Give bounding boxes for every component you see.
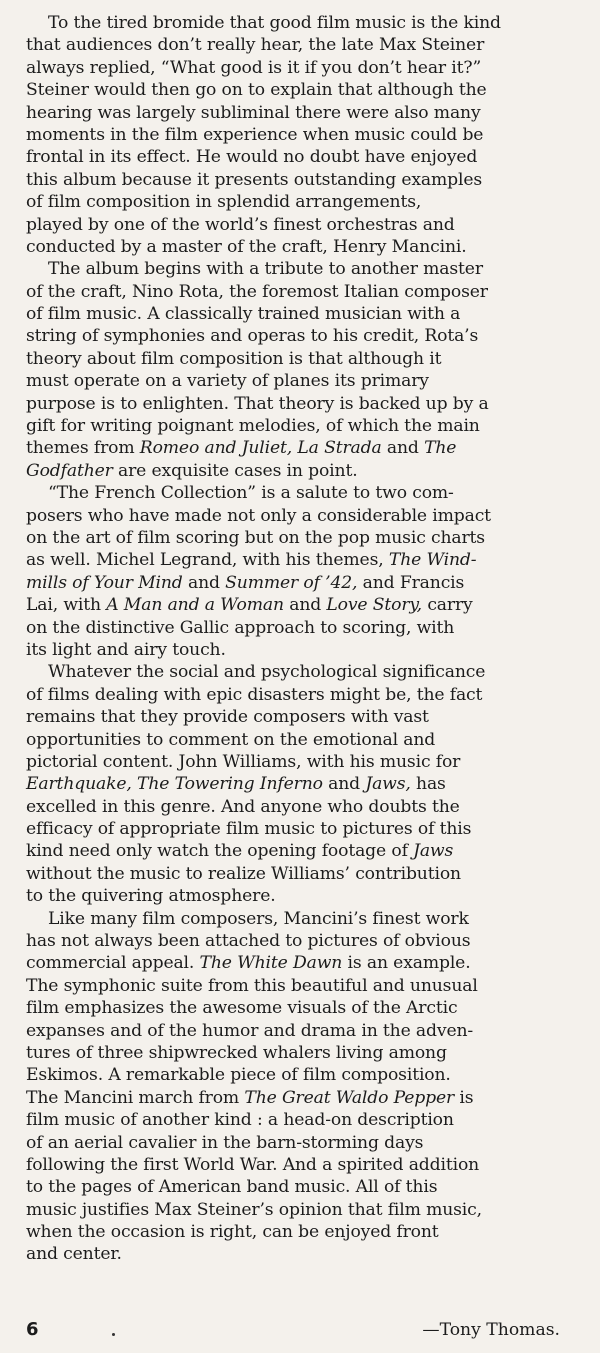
body-text: kind need only watch the opening footage of	[26, 841, 414, 862]
body-text: of film composition in splendid arrangements,	[26, 192, 422, 213]
text-line	[26, 1132, 586, 1154]
text-line	[26, 124, 586, 146]
text-line	[26, 930, 586, 952]
body-text: of film music. A classically trained musician with a	[26, 304, 461, 325]
body-text: and	[381, 438, 425, 459]
text-line	[26, 460, 586, 482]
body-text: frontal in its effect. He would no doubt have enjoyed	[26, 147, 478, 168]
text-line	[26, 1176, 586, 1198]
body-text: carry	[422, 595, 473, 616]
body-text: moments in the film experience when music could be	[26, 124, 484, 145]
text-line	[26, 325, 586, 347]
text-line	[26, 885, 586, 907]
body-text: expanses and of the humor and drama in the adven-	[26, 1020, 474, 1041]
text-line	[26, 572, 586, 594]
body-text: its light and airy touch.	[26, 639, 226, 660]
text-line	[26, 1064, 586, 1086]
body-text: remains that they provide composers with vast	[26, 707, 429, 728]
page-number: 6	[26, 1319, 39, 1340]
body-text: must operate on a variety of planes its primary	[26, 371, 429, 392]
body-text: “The French Collection” is a salute to two com-	[48, 483, 454, 504]
body-text: conducted by a master of the craft, Henry Mancini.	[26, 236, 467, 257]
text-line	[26, 1243, 586, 1265]
italic-title-text: Godfather	[26, 460, 113, 481]
text-line	[26, 214, 586, 236]
text-line	[26, 1042, 586, 1064]
body-text: efficacy of appropriate film music to pictures of this	[26, 819, 472, 840]
italic-title-text: Summer of ’42,	[225, 572, 358, 593]
body-text: commercial appeal.	[26, 953, 200, 974]
text-line	[26, 1087, 586, 1109]
body-text: on the art of film scoring but on the pop music charts	[26, 527, 485, 548]
text-line	[26, 236, 586, 258]
body-text: music justifies Max Steiner’s opinion that film music,	[26, 1199, 482, 1220]
body-text: Steiner would then go on to explain that although the	[26, 80, 487, 101]
italic-title-text: The	[424, 438, 457, 459]
body-text: Lai, with	[26, 595, 107, 616]
text-line	[26, 281, 586, 303]
body-text: as well. Michel Legrand, with his themes,	[26, 550, 389, 571]
article-body	[26, 12, 586, 1266]
body-text: The album begins with a tribute to another master	[48, 259, 483, 280]
body-text: always replied, “What good is it if you don’t hear it?”	[26, 57, 482, 78]
text-line	[26, 997, 586, 1019]
body-text: and Francis	[357, 572, 465, 593]
print-speck	[112, 1333, 115, 1336]
body-text: To the tired bromide that good film music is the kind	[48, 13, 501, 33]
body-text: on the distinctive Gallic approach to scoring, with	[26, 617, 455, 638]
body-text: Eskimos. A remarkable piece of film composition.	[26, 1065, 451, 1086]
body-text: is	[454, 1087, 474, 1108]
body-text: played by one of the world’s finest orchestras and	[26, 214, 455, 235]
text-line	[26, 729, 586, 751]
text-line	[26, 169, 586, 191]
body-text: without the music to realize Williams’ contribution	[26, 863, 461, 884]
body-text: and center.	[26, 1244, 122, 1265]
text-line	[26, 796, 586, 818]
body-text: and	[322, 774, 366, 795]
text-line	[26, 57, 586, 79]
text-line	[26, 975, 586, 997]
body-text: to the quivering atmosphere.	[26, 886, 276, 907]
text-line	[26, 952, 586, 974]
text-line	[26, 79, 586, 101]
text-line	[26, 661, 586, 683]
text-line	[26, 863, 586, 885]
text-line	[26, 773, 586, 795]
text-line	[26, 751, 586, 773]
text-line	[26, 102, 586, 124]
body-text: Whatever the social and psychological significance	[48, 662, 486, 683]
text-line	[26, 639, 586, 661]
body-text: pictorial content. John Williams, with his music for	[26, 751, 461, 772]
text-line	[26, 908, 586, 930]
text-line	[26, 191, 586, 213]
text-line	[26, 1109, 586, 1131]
body-text: this album because it presents outstanding examples	[26, 169, 483, 190]
text-line	[26, 12, 586, 34]
text-line	[26, 549, 586, 571]
body-text: posers who have made not only a considerable impact	[26, 505, 491, 526]
italic-title-text: Love Story,	[326, 595, 422, 616]
italic-title-text: The Wind-	[388, 550, 477, 571]
text-line	[26, 818, 586, 840]
body-text: film emphasizes the awesome visuals of the Arctic	[26, 998, 458, 1019]
body-text: Like many film composers, Mancini’s finest work	[48, 908, 469, 929]
text-line	[26, 840, 586, 862]
body-text: when the occasion is right, can be enjoyed front	[26, 1222, 439, 1243]
text-line	[26, 1199, 586, 1221]
text-line	[26, 482, 586, 504]
body-text: has not always been attached to pictures of obvious	[26, 931, 471, 952]
body-text: opportunities to comment on the emotional and	[26, 729, 436, 750]
body-text: excelled in this genre. And anyone who doubts the	[26, 796, 460, 817]
text-line	[26, 706, 586, 728]
body-text: purpose is to enlighten. That theory is backed up by a	[26, 393, 489, 414]
text-line	[26, 348, 586, 370]
text-line	[26, 415, 586, 437]
text-line	[26, 505, 586, 527]
body-text: film music of another kind : a head-on description	[26, 1110, 454, 1131]
body-text: tures of three shipwrecked whalers living among	[26, 1042, 447, 1063]
text-line	[26, 527, 586, 549]
body-text: The symphonic suite from this beautiful and unusual	[26, 975, 478, 996]
body-text: and	[283, 595, 327, 616]
italic-title-text: The White Dawn	[199, 953, 343, 974]
body-text: and	[182, 572, 226, 593]
text-line	[26, 258, 586, 280]
text-line	[26, 594, 586, 616]
text-line	[26, 1020, 586, 1042]
text-line	[26, 1221, 586, 1243]
body-text: that audiences don’t really hear, the late Max Steiner	[26, 35, 485, 56]
body-text: are exquisite cases in point.	[112, 460, 358, 481]
body-text: of the craft, Nino Rota, the foremost Italian composer	[26, 281, 488, 302]
body-text: of films dealing with epic disasters might be, the fact	[26, 684, 483, 705]
text-line	[26, 303, 586, 325]
body-text: is an example.	[342, 953, 471, 974]
body-text: has	[410, 774, 446, 795]
italic-title-text: mills of Your Mind	[26, 572, 183, 593]
body-text: gift for writing poignant melodies, of which the main	[26, 416, 480, 437]
text-line	[26, 393, 586, 415]
italic-title-text: Jaws,	[365, 774, 411, 795]
italic-title-text: Earthquake, The Towering Inferno	[26, 774, 323, 795]
body-text: themes from	[26, 438, 140, 459]
body-text: of an aerial cavalier in the barn-storming days	[26, 1132, 424, 1153]
body-text: string of symphonies and operas to his credit, Rota’s	[26, 326, 479, 347]
body-text: The Mancini march from	[26, 1087, 245, 1108]
body-text: following the first World War. And a spirited addition	[26, 1154, 480, 1175]
body-text: to the pages of American band music. All of this	[26, 1177, 438, 1198]
text-line	[26, 684, 586, 706]
italic-title-text: Romeo and Juliet, La Strada	[139, 438, 382, 459]
body-text: theory about film composition is that although it	[26, 348, 442, 369]
italic-title-text: A Man and a Woman	[106, 595, 284, 616]
text-line	[26, 370, 586, 392]
author-signature: —Tony Thomas.	[422, 1320, 560, 1340]
body-text: hearing was largely subliminal there were also many	[26, 102, 481, 123]
text-line	[26, 1154, 586, 1176]
text-line	[26, 437, 586, 459]
text-line	[26, 617, 586, 639]
text-line	[26, 146, 586, 168]
italic-title-text: Jaws	[413, 841, 454, 862]
text-line	[26, 34, 586, 56]
italic-title-text: The Great Waldo Pepper	[244, 1087, 455, 1108]
